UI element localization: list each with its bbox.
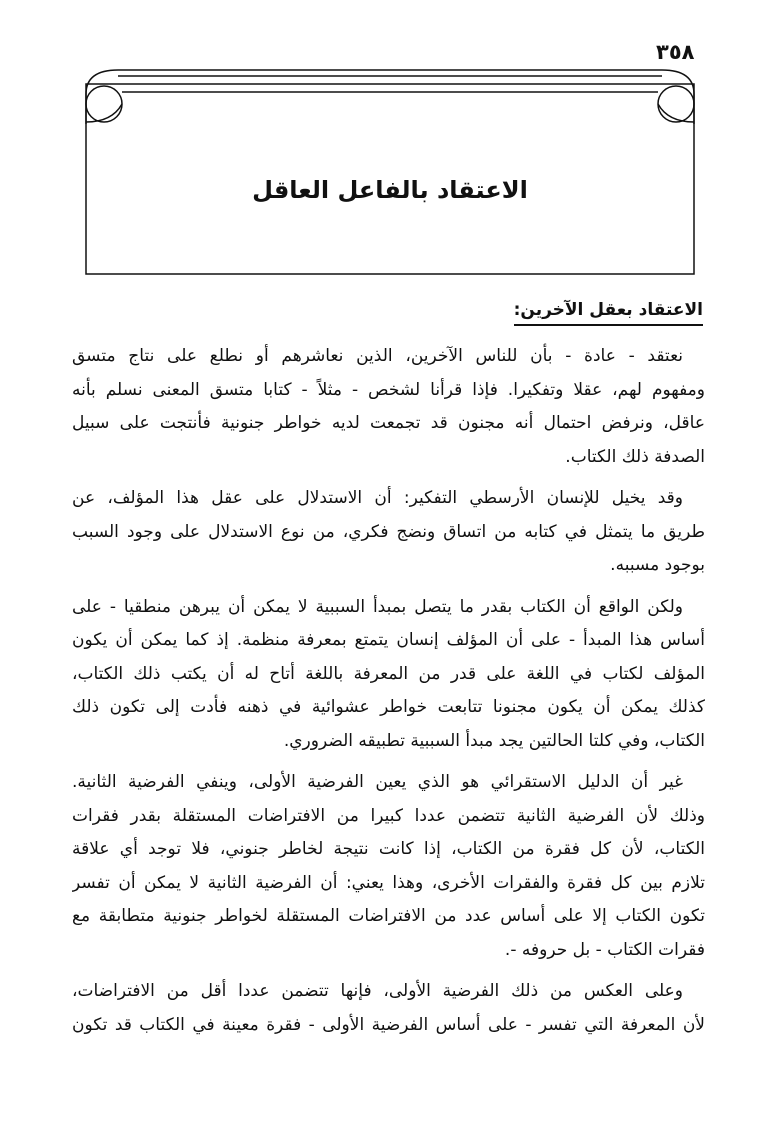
text-line: نعتقد - عادة - بأن للناس الآخرين، الذين نعاشرهم أو نطلع على نتاج متسق: [72, 346, 683, 366]
text-line: فقرات الكتاب - بل حروفه -.: [504, 939, 705, 960]
text-line: المؤلف لكتاب في اللغة على قدر من المعرفة باللغة أتاح له أن يكتب ذلك الكتاب،: [72, 663, 705, 684]
text-line: ولكن الواقع أن الكتاب بقدر ما يتصل بمبدأ السببية لا يمكن أن يبرهن منطقيا - على: [72, 596, 683, 617]
chapter-title-frame: [78, 64, 702, 276]
text-line: لأن المعرفة التي تفسر - على أساس الفرضية الأولى - فقرة معينة في الكتاب قد تكون: [72, 1014, 705, 1035]
chapter-title: الاعتقاد بالفاعل العاقل: [252, 176, 528, 204]
section-heading: الاعتقاد بعقل الآخرين:: [514, 300, 703, 326]
text-line: تكون الكتاب إلا على أساس عدد من الافتراضات المستقلة لخواطر جنونية متطابقة مع: [72, 906, 705, 926]
text-line: تلازم بين كل فقرة والفقرات الأخرى، وهذا يعني: أن الفرضية الثانية لا يمكن أن تفسر: [72, 872, 705, 893]
text-line: ومفهوم لهم، عقلا وتفكيرا. فإذا قرأنا لشخص - مثلاً - كتابا متسق المعنى نسلم بأنه: [72, 379, 705, 400]
text-line: الكتاب، لأن كل فقرة من الكتاب، إذا كانت نتيجة لخاطر جنوني، فلا توجد أي علاقة: [72, 839, 705, 859]
text-line: أساس هذا المبدأ - على أن المؤلف إنسان يتمتع بمعرفة منظمة. إذ كما يمكن أن يكون: [72, 630, 705, 650]
text-line: وذلك لأن الفرضية الثانية تتضمن عددا كبيرا من الافتراضات المستقلة بقدر فقرات: [72, 805, 705, 826]
paragraph: [72, 766, 705, 967]
paragraph: [72, 591, 705, 759]
text-line: وعلى العكس من ذلك الفرضية الأولى، فإنها تتضمن عددا أقل من الافتراضات،: [72, 981, 683, 1001]
paragraph: [72, 975, 705, 1042]
body-text: [72, 340, 705, 1050]
text-line: وقد يخيل للإنسان الأرسطي التفكير: أن الاستدلال على عقل هذا المؤلف، عن: [72, 488, 683, 508]
text-line: غير أن الدليل الاستقرائي هو الذي يعين الفرضية الأولى، وينفي الفرضية الثانية.: [72, 772, 683, 792]
page-number: ٣٥٨: [656, 40, 695, 64]
text-line: الكتاب، وفي كلتا الحالتين يجد مبدأ السببية تطبيقه الضروري.: [283, 730, 705, 751]
text-line: الصدفة ذلك الكتاب.: [565, 446, 705, 467]
text-line: عاقل، ونرفض احتمال أنه مجنون قد تجمعت لديه خواطر جنونية فأنتجت على سبيل: [72, 413, 705, 433]
text-line: طريق ما يتمثل في كتابه من اتساق ونضج فكري، من نوع الاستدلال على وجود السبب: [72, 521, 705, 542]
paragraph: [72, 482, 705, 583]
paragraph: [72, 340, 705, 474]
ornamental-frame-icon: [78, 64, 702, 276]
text-line: كذلك يمكن أن يكون مجنونا تتابعت خواطر عشوائية في ذهنه فأدت إلى تكون ذلك: [72, 697, 705, 717]
text-line: بوجود مسببه.: [610, 555, 705, 575]
